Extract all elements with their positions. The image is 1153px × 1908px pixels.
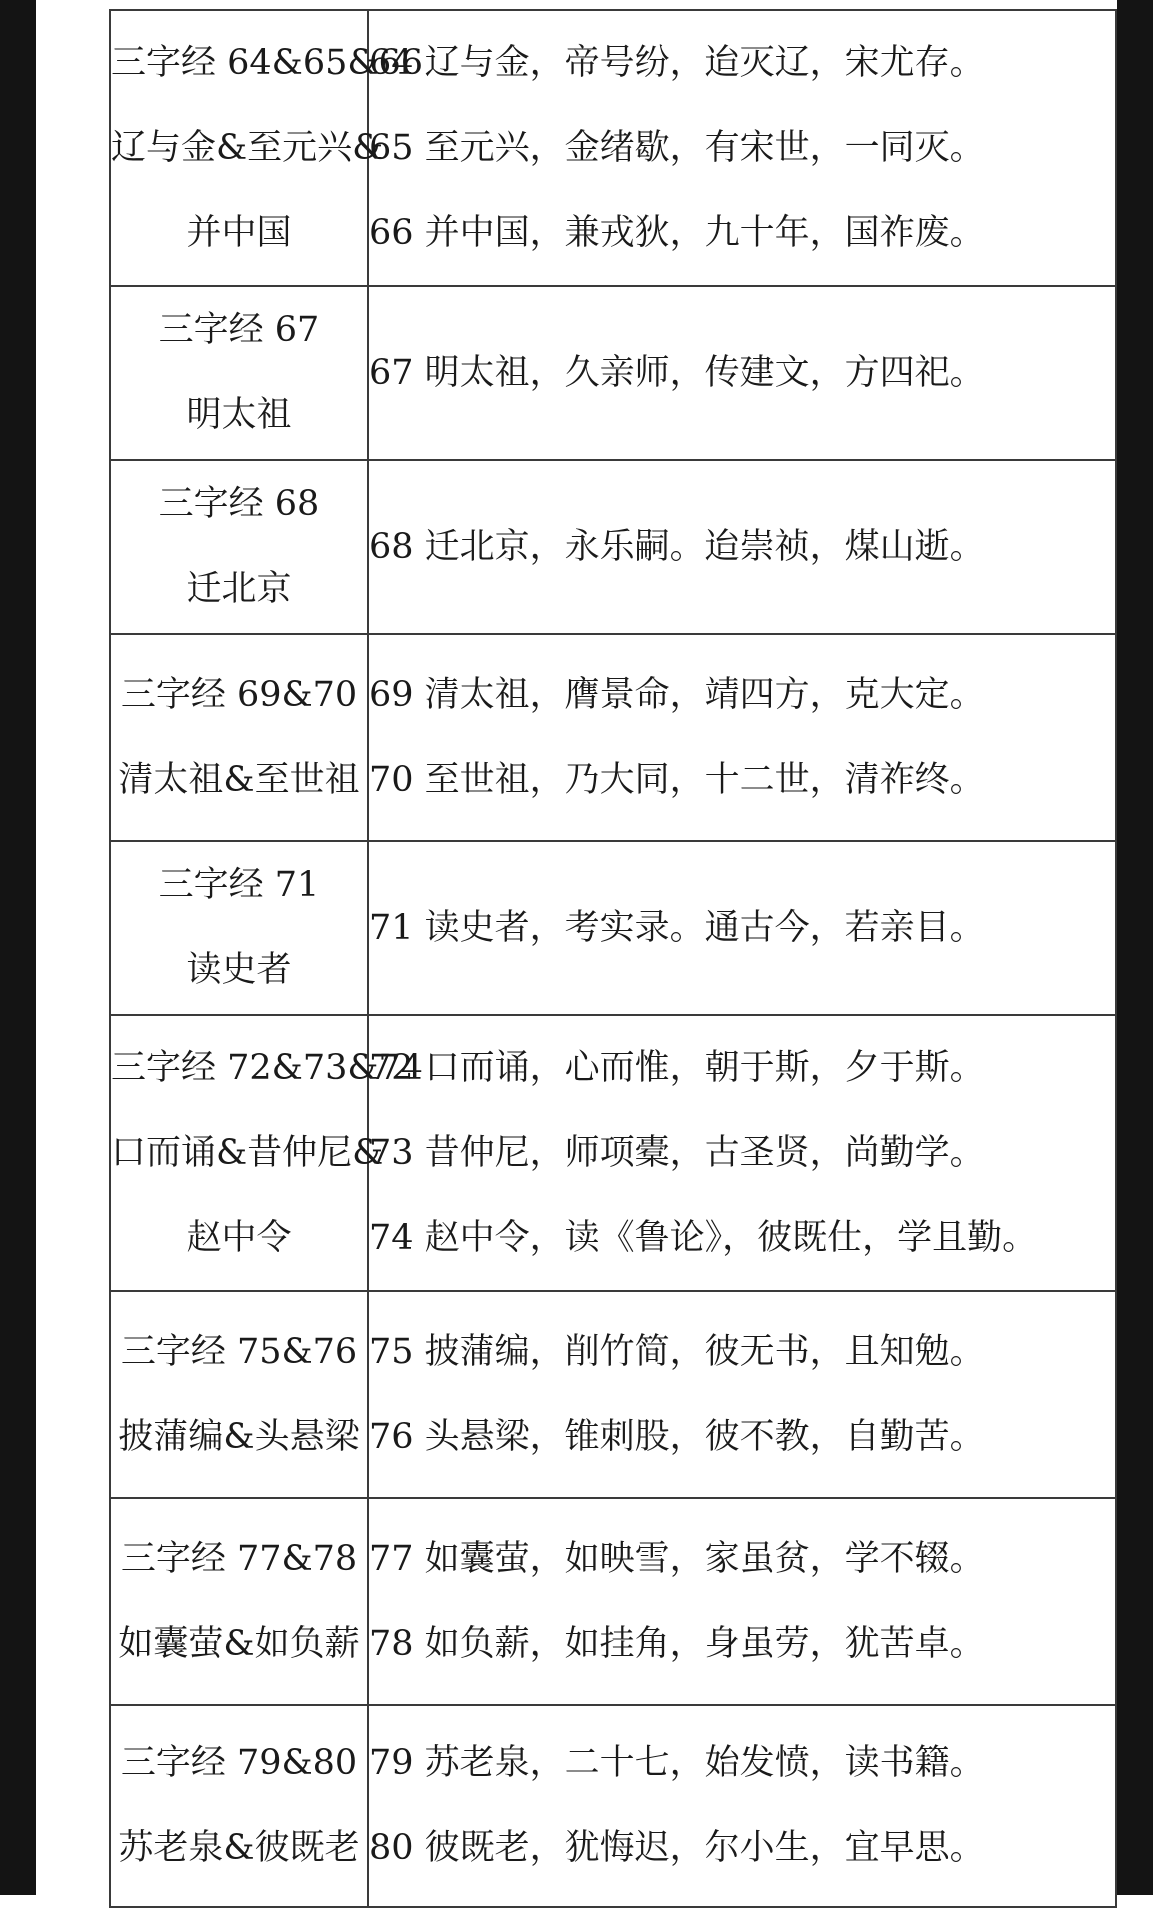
section-title-cell xyxy=(110,634,368,841)
section-title-cell xyxy=(110,1291,368,1498)
section-title-cell xyxy=(110,841,368,1015)
title-line: 三字经 68 xyxy=(158,484,320,524)
title-line: 三字经 69&70 xyxy=(120,674,358,715)
verse-cell xyxy=(368,1291,1116,1498)
left-edge-bar xyxy=(0,0,36,1895)
verse-line: 74 赵中令，读《鲁论》，彼既仕，学且勤。 xyxy=(369,1217,1038,1258)
verse-line: 65 至元兴，金绪歇，有宋世，一同灭。 xyxy=(369,127,985,168)
verse-cell xyxy=(368,841,1116,1015)
verse-line: 75 披蒲编，削竹简，彼无书，且知勉。 xyxy=(369,1331,985,1372)
sanzijing-table xyxy=(109,9,1117,1908)
verse-line: 72 口而诵，心而惟，朝于斯，夕于斯。 xyxy=(369,1047,985,1088)
verse-line: 80 彼既老，犹悔迟，尔小生，宜早思。 xyxy=(369,1828,985,1868)
section-title-cell xyxy=(110,286,368,460)
section-title-cell xyxy=(110,1705,368,1907)
table-row xyxy=(110,1705,1116,1907)
table-row xyxy=(110,286,1116,460)
title-line: 并中国 xyxy=(186,212,292,253)
verse-cell xyxy=(368,286,1116,460)
table-row xyxy=(110,1498,1116,1705)
verse-cell xyxy=(368,634,1116,841)
verse-line: 71 读史者，考实录。通古今，若亲目。 xyxy=(369,907,985,948)
table-row xyxy=(110,634,1116,841)
title-line: 三字经 72&73&74 xyxy=(111,1047,424,1088)
section-title-cell xyxy=(110,1015,424,1291)
verse-line: 79 苏老泉，二十七，始发愤，读书籍。 xyxy=(369,1743,985,1783)
document-table-container xyxy=(109,9,1115,1908)
title-line: 口而诵&昔仲尼& xyxy=(111,1132,384,1173)
verse-line: 77 如囊萤，如映雪，家虽贫，学不辍。 xyxy=(369,1538,985,1579)
table-row xyxy=(110,841,1116,1015)
verse-line: 78 如负薪，如挂角，身虽劳，犹苦卓。 xyxy=(369,1623,985,1664)
verse-cell xyxy=(368,10,1116,286)
verse-cell xyxy=(368,1498,1116,1705)
table-row xyxy=(110,10,1116,286)
table-row xyxy=(110,1015,1116,1291)
section-title-cell xyxy=(110,1498,368,1705)
table-row xyxy=(110,1291,1116,1498)
verse-cell xyxy=(368,1705,1116,1907)
title-line: 三字经 77&78 xyxy=(120,1538,358,1579)
verse-line: 69 清太祖，膺景命，靖四方，克大定。 xyxy=(369,674,985,715)
table-row xyxy=(110,460,1116,634)
right-edge-bar xyxy=(1117,0,1153,1895)
title-line: 清太祖&至世祖 xyxy=(118,759,360,800)
title-line: 如囊萤&如负薪 xyxy=(118,1623,360,1664)
title-line: 辽与金&至元兴& xyxy=(111,127,384,168)
title-line: 披蒲编&头悬梁 xyxy=(118,1416,360,1457)
verse-line: 70 至世祖，乃大同，十二世，清祚终。 xyxy=(369,759,985,800)
verse-line: 66 并中国，兼戎狄，九十年，国祚废。 xyxy=(369,212,985,253)
section-title-cell xyxy=(110,460,368,634)
title-line: 赵中令 xyxy=(186,1217,292,1258)
title-line: 明太祖 xyxy=(186,395,292,435)
title-line: 苏老泉&彼既老 xyxy=(118,1828,360,1868)
title-line: 三字经 79&80 xyxy=(120,1743,358,1783)
verse-line: 73 昔仲尼，师项橐，古圣贤，尚勤学。 xyxy=(369,1132,985,1173)
verse-line: 64 辽与金，帝号纷，迨灭辽，宋尤存。 xyxy=(369,42,985,83)
title-line: 三字经 71 xyxy=(158,865,320,905)
verse-line: 76 头悬梁，锥刺股，彼不教，自勤苦。 xyxy=(369,1416,985,1457)
title-line: 三字经 75&76 xyxy=(120,1331,358,1372)
verse-line: 68 迁北京，永乐嗣。迨崇祯，煤山逝。 xyxy=(369,526,985,567)
title-line: 迁北京 xyxy=(186,569,292,609)
title-line: 三字经 67 xyxy=(158,310,320,350)
section-title-cell xyxy=(110,10,424,286)
title-line: 三字经 64&65&66 xyxy=(111,42,424,83)
verse-cell xyxy=(368,460,1116,634)
verse-line: 67 明太祖，久亲师，传建文，方四祀。 xyxy=(369,352,985,393)
title-line: 读史者 xyxy=(186,950,292,990)
verse-cell xyxy=(368,1015,1116,1291)
